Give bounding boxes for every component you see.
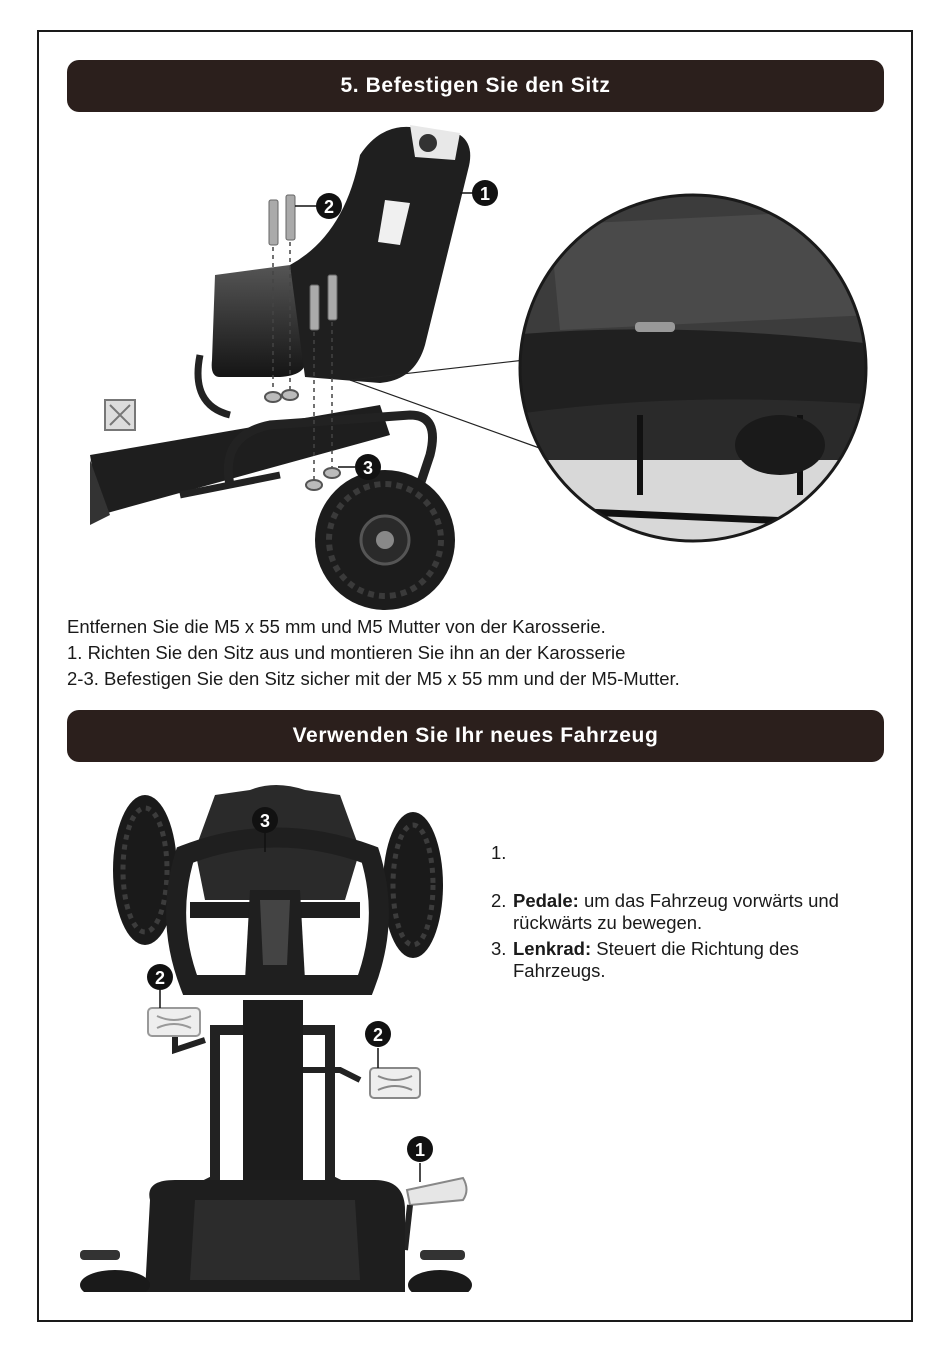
instruction-intro: Entfernen Sie die M5 x 55 mm und M5 Mutter von der Karosserie. (67, 616, 606, 637)
seat-base (212, 265, 306, 377)
pedal-right (370, 1068, 420, 1098)
section-title: 5. Befestigen Sie den Sitz (340, 74, 611, 97)
section-title: Verwenden Sie Ihr neues Fahrzeug (292, 724, 659, 747)
term-lenkrad: Lenkrad: (513, 938, 592, 959)
pedal-left (148, 1008, 200, 1036)
instruction-step-2-3: 2-3. Befestigen Sie den Sitz sicher mit der M5 x 55 mm und der M5-Mutter. (67, 668, 680, 689)
callout-1 (407, 1136, 433, 1162)
usage-list (491, 842, 871, 982)
svg-text:2: 2 (154, 968, 166, 988)
svg-text:1: 1 (479, 184, 491, 204)
zoom-detail (510, 185, 880, 560)
seat-back (290, 127, 470, 383)
svg-text:3: 3 (362, 458, 374, 478)
list-item: 1. (491, 842, 507, 863)
svg-text:1: 1 (414, 1140, 426, 1160)
list-item: 2. Pedale: um das Fahrzeug vorwärts und rückwärts zu bewegen. (491, 890, 839, 933)
seat-assembly-illustration (80, 115, 880, 610)
term-pedale: Pedale: (513, 890, 579, 911)
callout-2 (147, 964, 173, 990)
section-header-seat (67, 60, 884, 112)
callout-3 (252, 807, 278, 833)
svg-text:3: 3 (259, 811, 271, 831)
callout-3 (355, 454, 381, 480)
list-item: 3. Lenkrad: Steuert die Richtung des Fahrzeugs. (491, 938, 799, 981)
instructions-seat (67, 614, 680, 692)
callout-1 (472, 180, 498, 206)
svg-text:2: 2 (372, 1025, 384, 1045)
section-header-usage (67, 710, 884, 762)
callout-2 (316, 193, 342, 219)
instruction-step-1: 1. Richten Sie den Sitz aus und montieren Sie ihn an der Karosserie (67, 642, 626, 663)
vehicle-overview-illustration (75, 780, 475, 1292)
hand-brake (407, 1178, 467, 1205)
callout-2 (365, 1021, 391, 1047)
svg-text:2: 2 (323, 197, 335, 217)
